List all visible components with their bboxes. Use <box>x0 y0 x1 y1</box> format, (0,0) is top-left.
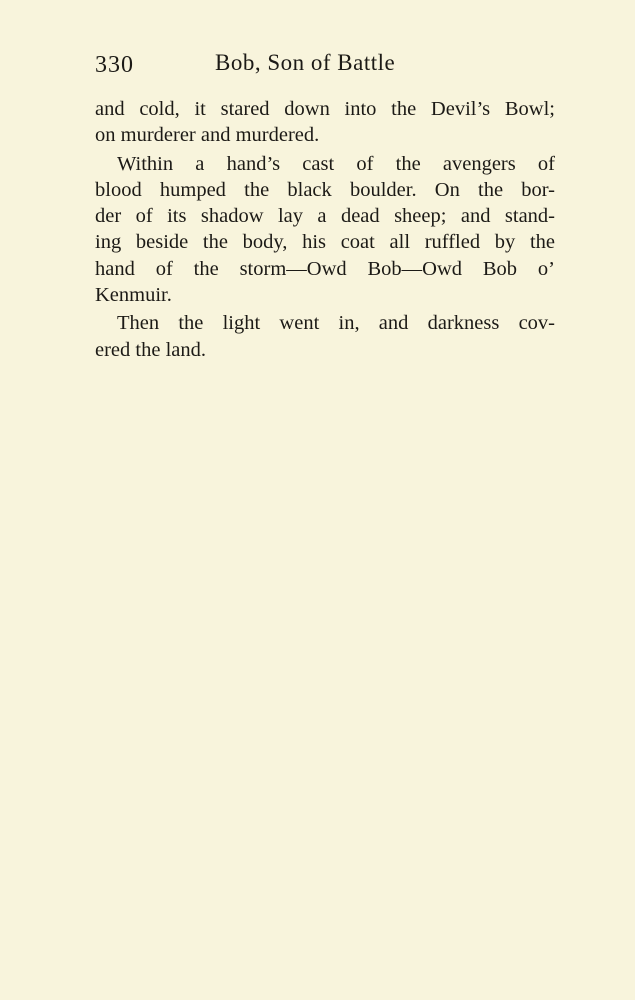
text-line: Kenmuir. <box>95 284 172 307</box>
text-line: der of its shadow lay a dead sheep; and stand- <box>95 205 555 228</box>
body-text <box>95 96 555 365</box>
text-line: Then the light went in, and darkness cov- <box>117 312 555 335</box>
page-header <box>95 46 555 80</box>
text-line: hand of the storm—Owd Bob—Owd Bob o’ <box>95 257 555 280</box>
paragraph <box>95 310 555 363</box>
paragraph <box>95 96 555 149</box>
paragraph <box>95 151 555 309</box>
text-line: Within a hand’s cast of the avengers of <box>117 152 555 175</box>
running-title: Bob, Son of Battle <box>215 50 396 75</box>
text-line: ing beside the body, his coat all ruffled by the <box>95 231 555 254</box>
text-line: on murderer and murdered. <box>95 124 320 147</box>
text-line: and cold, it stared down into the Devil’s Bowl; <box>95 98 555 120</box>
text-line: blood humped the black boulder. On the bor- <box>95 178 555 201</box>
page-number: 330 <box>95 52 134 78</box>
text-line: ered the land. <box>95 338 206 361</box>
